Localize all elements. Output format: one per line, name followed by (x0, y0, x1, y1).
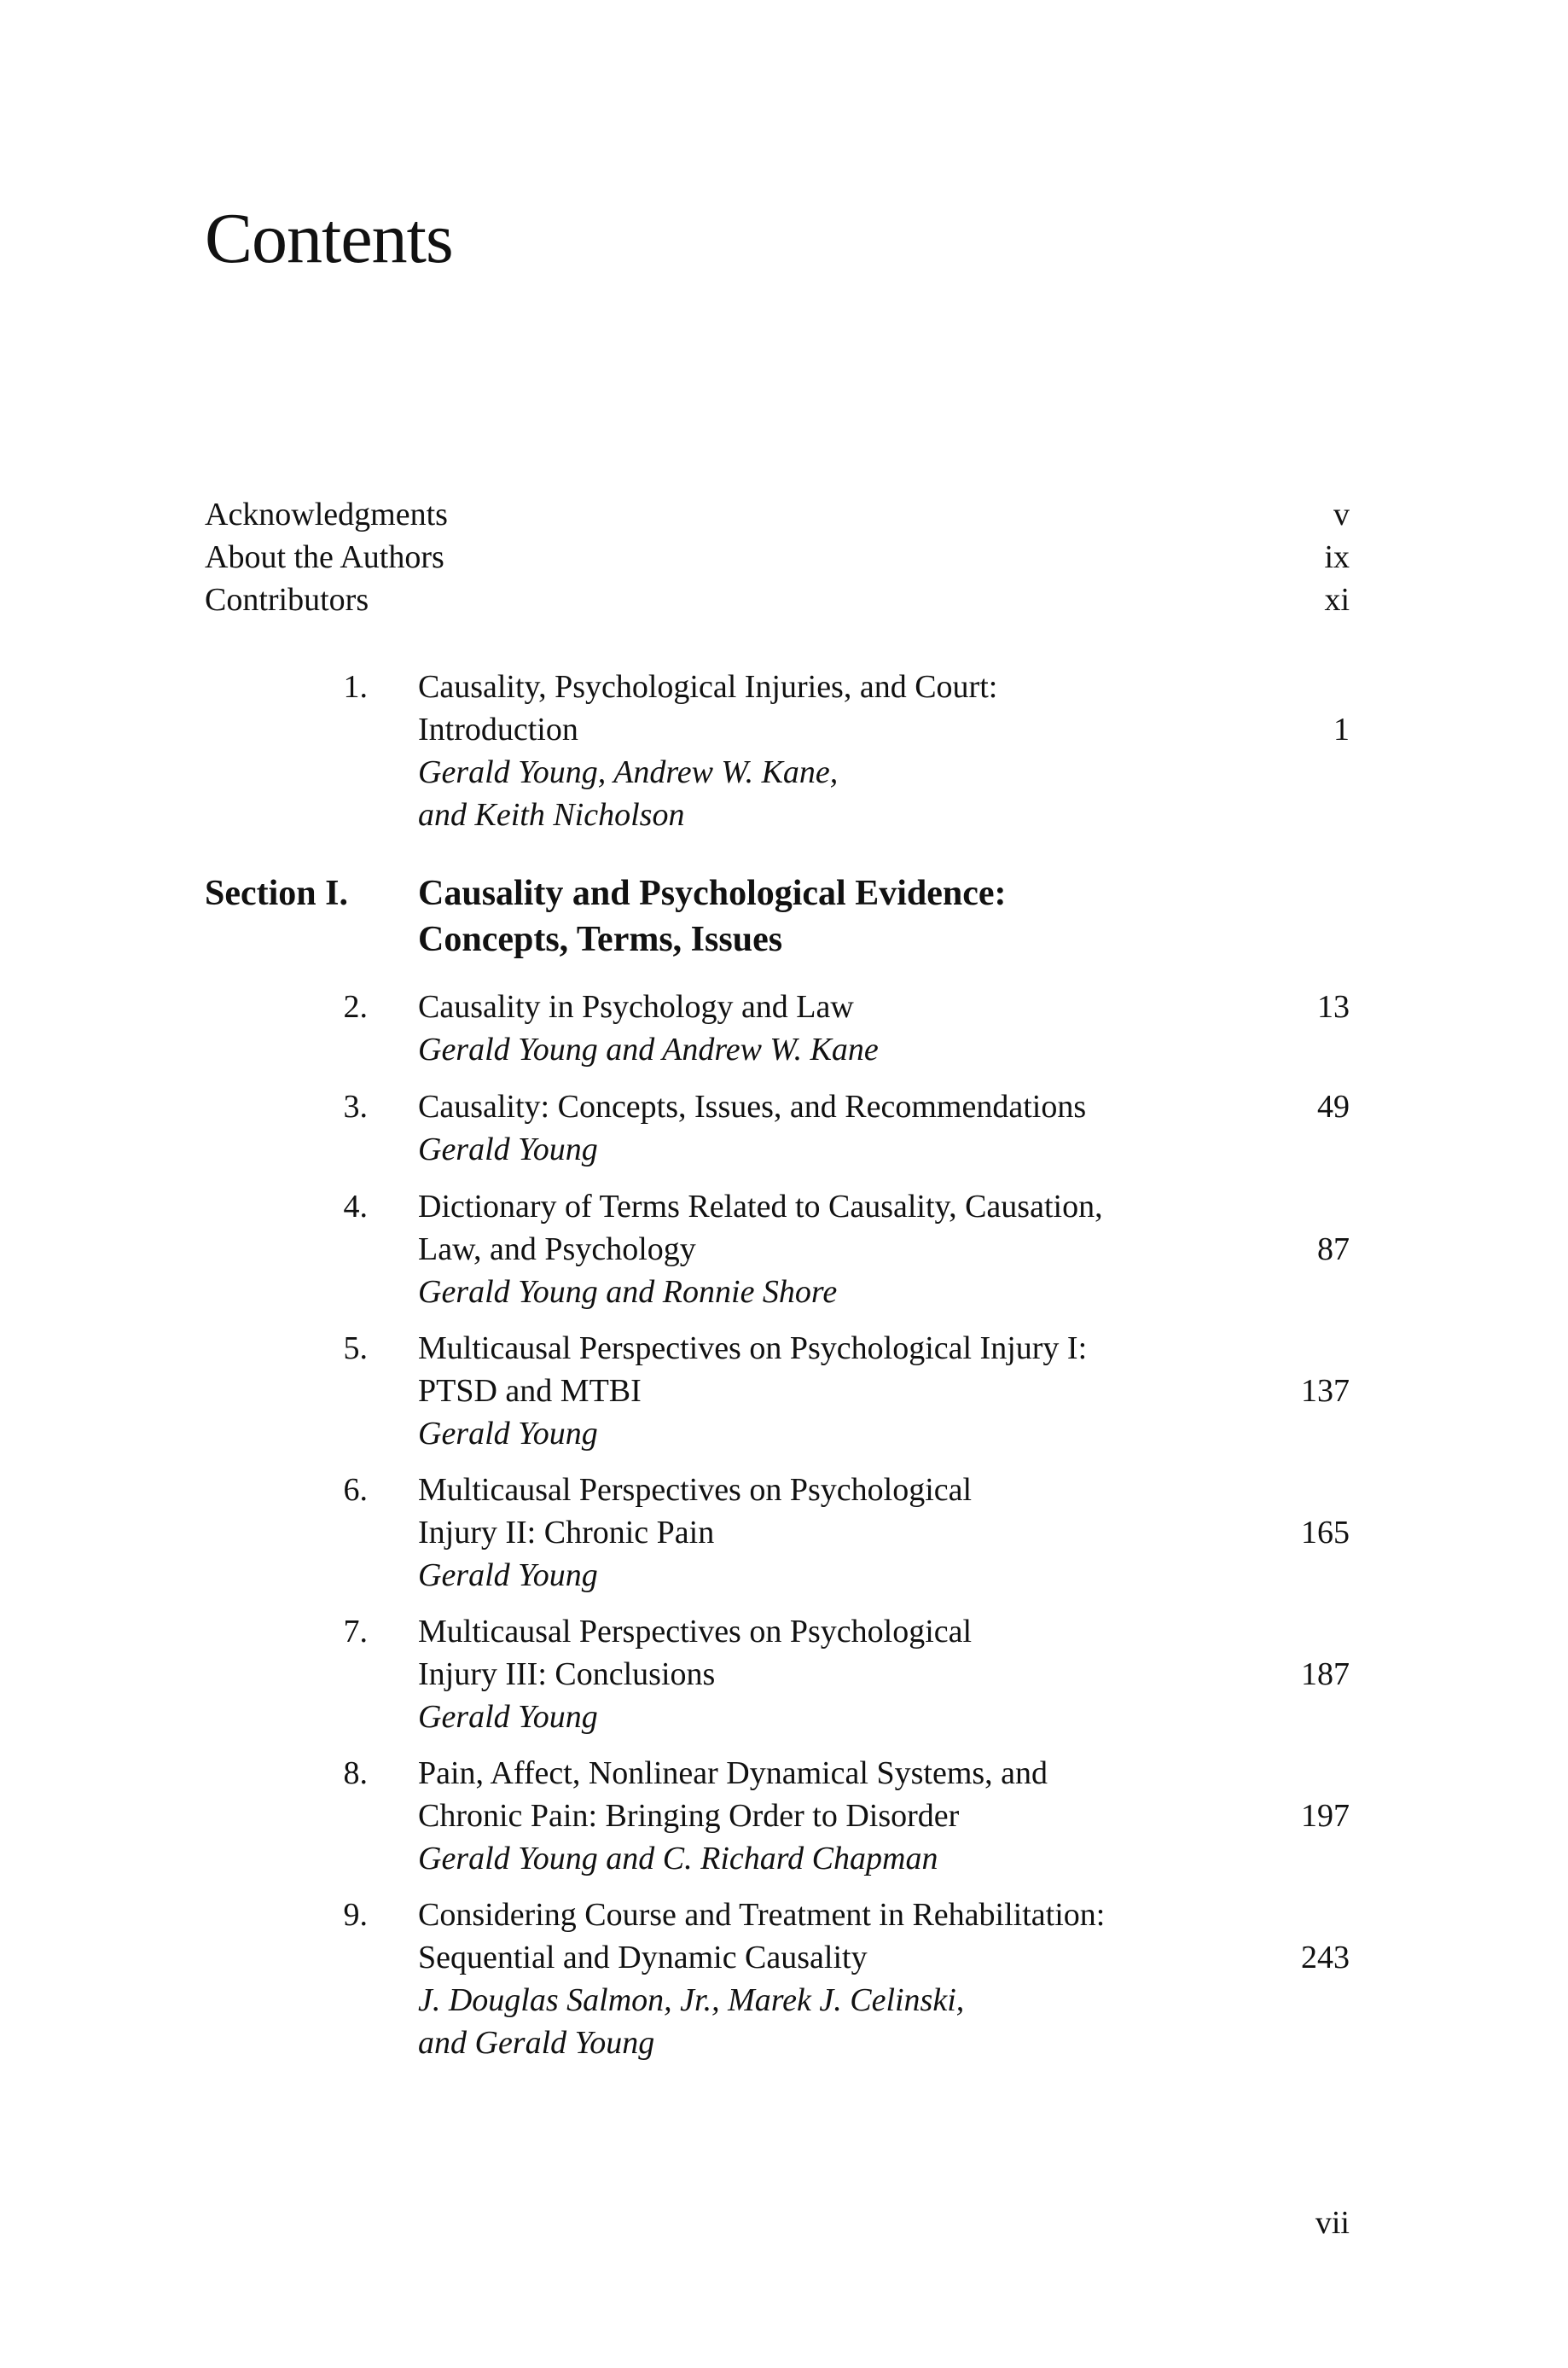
chapter-title-line: Considering Course and Treatment in Rehabilitation: (418, 1897, 1106, 1933)
chapter-number: 5. (343, 1330, 368, 1366)
chapter-title-line: Law, and Psychology (418, 1231, 696, 1267)
chapter-authors: J. Douglas Salmon, Jr., Marek J. Celinski, (418, 1982, 965, 2018)
chapter-authors: Gerald Young and Ronnie Shore (418, 1274, 838, 1310)
chapter-title-line: Introduction (418, 712, 578, 748)
section-title (418, 870, 1007, 963)
toc-front-contributors[interactable] (205, 579, 1350, 621)
chapter-title-line: Dictionary of Terms Related to Causality, Causation, (418, 1189, 1103, 1225)
chapter-authors: Gerald Young (418, 1132, 598, 1167)
chapter-number: 4. (343, 1189, 368, 1225)
chapter-title-line: Causality: Concepts, Issues, and Recommendations (418, 1089, 1087, 1125)
chapter-title-line: Causality, Psychological Injuries, and Court: (418, 669, 998, 705)
chapter-authors: Gerald Young (418, 1557, 598, 1593)
chapter-number: 1. (343, 669, 368, 705)
chapter-number: 7. (343, 1614, 368, 1649)
chapter-number: 9. (343, 1897, 368, 1933)
toc-front-page: xi (1324, 582, 1350, 618)
toc-front-page: ix (1324, 539, 1350, 575)
toc-front-label: Acknowledgments (205, 497, 448, 532)
chapter-page: 1 (1333, 712, 1350, 748)
chapter-page: 187 (1301, 1656, 1350, 1692)
chapter-page: 165 (1301, 1515, 1350, 1551)
toc-front-label: Contributors (205, 582, 369, 618)
chapter-title-line: Pain, Affect, Nonlinear Dynamical Systems, and (418, 1755, 1048, 1791)
chapter-number: 2. (343, 989, 368, 1025)
chapter-number: 3. (343, 1089, 368, 1125)
section-title-line: Causality and Psychological Evidence: (418, 874, 1007, 913)
chapter-title-line: Multicausal Perspectives on Psychological Injury I: (418, 1330, 1088, 1366)
chapter-number: 6. (343, 1472, 368, 1508)
page-number: vii (1315, 2205, 1350, 2241)
chapter-title-line: Multicausal Perspectives on Psychological (418, 1472, 973, 1508)
chapter-title-line: Causality in Psychology and Law (418, 989, 854, 1025)
page-title: Contents (205, 199, 453, 278)
chapter-number: 8. (343, 1755, 368, 1791)
chapter-authors: Gerald Young and Andrew W. Kane (418, 1032, 879, 1068)
chapter-page: 49 (1317, 1089, 1350, 1125)
toc-front-label: About the Authors (205, 539, 444, 575)
section-title-line: Concepts, Terms, Issues (418, 920, 783, 959)
toc-front-page: v (1333, 497, 1350, 532)
chapter-title-line: PTSD and MTBI (418, 1373, 642, 1409)
chapter-title-line: Injury II: Chronic Pain (418, 1515, 715, 1551)
chapter-authors: and Keith Nicholson (418, 797, 685, 833)
chapter-title-line: Sequential and Dynamic Causality (418, 1940, 868, 1975)
toc-front-about-authors[interactable] (205, 536, 1350, 579)
chapter-title-line: Multicausal Perspectives on Psychological (418, 1614, 973, 1649)
chapter-authors: Gerald Young (418, 1416, 598, 1452)
chapter-title-line: Injury III: Conclusions (418, 1656, 716, 1692)
section-label: Section I. (205, 874, 348, 913)
chapter-authors: Gerald Young and C. Richard Chapman (418, 1841, 938, 1876)
chapter-page: 13 (1317, 989, 1350, 1025)
chapter-page: 137 (1301, 1373, 1350, 1409)
toc-front-acknowledgments[interactable] (205, 493, 1350, 536)
chapter-page: 87 (1317, 1231, 1350, 1267)
chapter-title-line: Chronic Pain: Bringing Order to Disorder (418, 1798, 960, 1834)
chapter-authors: Gerald Young, Andrew W. Kane, (418, 754, 839, 790)
chapter-authors: and Gerald Young (418, 2025, 655, 2061)
chapter-authors: Gerald Young (418, 1699, 598, 1735)
chapter-page: 243 (1301, 1940, 1350, 1975)
chapter-page: 197 (1301, 1798, 1350, 1834)
